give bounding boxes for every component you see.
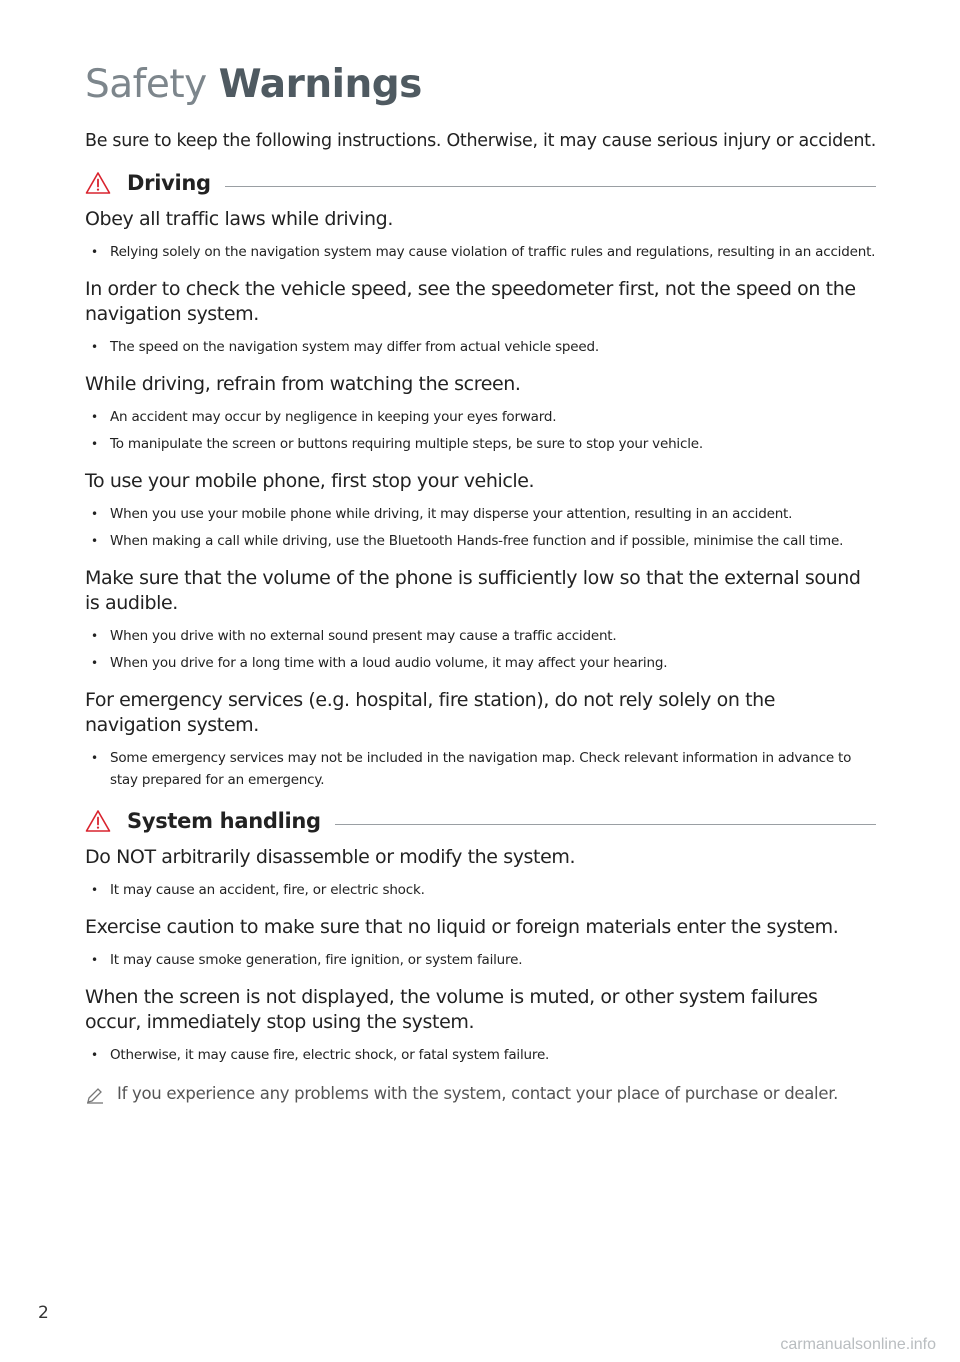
bullet-item: • It may cause an accident, fire, or electric shock. <box>85 879 876 901</box>
bullet-list <box>85 336 876 358</box>
instruction-heading: Do NOT arbitrarily disassemble or modify the system. <box>85 846 576 868</box>
bullet-list <box>85 241 876 263</box>
section-header <box>85 171 876 195</box>
instruction-heading: For emergency services (e.g. hospital, fire station), do not rely solely on the navigation system. <box>85 689 776 736</box>
instruction-heading: While driving, refrain from watching the screen. <box>85 373 521 395</box>
section-0 <box>85 171 876 791</box>
note-text: If you experience any problems with the system, contact your place of purchase or dealer. <box>117 1084 839 1103</box>
section-header <box>85 809 876 833</box>
instruction-heading: Make sure that the volume of the phone is sufficiently low so that the external sound is audible. <box>85 567 861 614</box>
page-content <box>85 62 876 1105</box>
intro-text: Be sure to keep the following instructions. Otherwise, it may cause serious injury or accident. <box>85 131 877 151</box>
bullet-item: • When you drive with no external sound present may cause a traffic accident. <box>85 625 876 647</box>
bullet-item: • The speed on the navigation system may differ from actual vehicle speed. <box>85 336 876 358</box>
instruction-heading: Exercise caution to make sure that no liquid or foreign materials enter the system. <box>85 916 839 938</box>
bullet-item: • Some emergency services may not be included in the navigation map. Check relevant information in advance to stay prepared for an emergency. <box>85 747 876 791</box>
section-1 <box>85 809 876 1066</box>
sections-container <box>85 171 876 1066</box>
bullet-item: • An accident may occur by negligence in keeping your eyes forward. <box>85 406 876 428</box>
pencil-note-icon <box>85 1085 105 1105</box>
bullet-list <box>85 949 876 971</box>
section-divider <box>225 186 876 187</box>
watermark: carmanualsonline.info <box>780 1336 936 1353</box>
warning-triangle-icon <box>85 809 111 833</box>
title-bold: Warnings <box>218 62 422 107</box>
bullet-item: • When you drive for a long time with a loud audio volume, it may affect your hearing. <box>85 652 876 674</box>
instruction-heading: When the screen is not displayed, the volume is muted, or other system failures occur, immediately stop using the system. <box>85 986 818 1033</box>
bullet-item: • When you use your mobile phone while driving, it may disperse your attention, resulting in an accident. <box>85 503 876 525</box>
bullet-item: • It may cause smoke generation, fire ignition, or system failure. <box>85 949 876 971</box>
bullet-item: • Otherwise, it may cause fire, electric shock, or fatal system failure. <box>85 1044 876 1066</box>
bullet-list <box>85 879 876 901</box>
page-title <box>85 62 876 107</box>
bullet-list <box>85 503 876 552</box>
instruction-heading: Obey all traffic laws while driving. <box>85 208 393 230</box>
instruction-heading: To use your mobile phone, first stop your vehicle. <box>85 470 535 492</box>
bullet-list <box>85 747 876 791</box>
instruction-heading: In order to check the vehicle speed, see the speedometer first, not the speed on the navigation system. <box>85 278 856 325</box>
bullet-list <box>85 625 876 674</box>
bullet-item: • Relying solely on the navigation system may cause violation of traffic rules and regulations, resulting in an accident. <box>85 241 876 263</box>
page-number: 2 <box>38 1303 49 1323</box>
bullet-list <box>85 406 876 455</box>
bullet-item: • When making a call while driving, use the Bluetooth Hands-free function and if possible, minimise the call time. <box>85 530 876 552</box>
section-divider <box>335 824 876 825</box>
section-title: System handling <box>127 809 321 833</box>
warning-triangle-icon <box>85 171 111 195</box>
bullet-item: • To manipulate the screen or buttons requiring multiple steps, be sure to stop your vehicle. <box>85 433 876 455</box>
bullet-list <box>85 1044 876 1066</box>
section-title: Driving <box>127 171 211 195</box>
note <box>85 1084 876 1105</box>
title-light: Safety <box>85 62 219 107</box>
